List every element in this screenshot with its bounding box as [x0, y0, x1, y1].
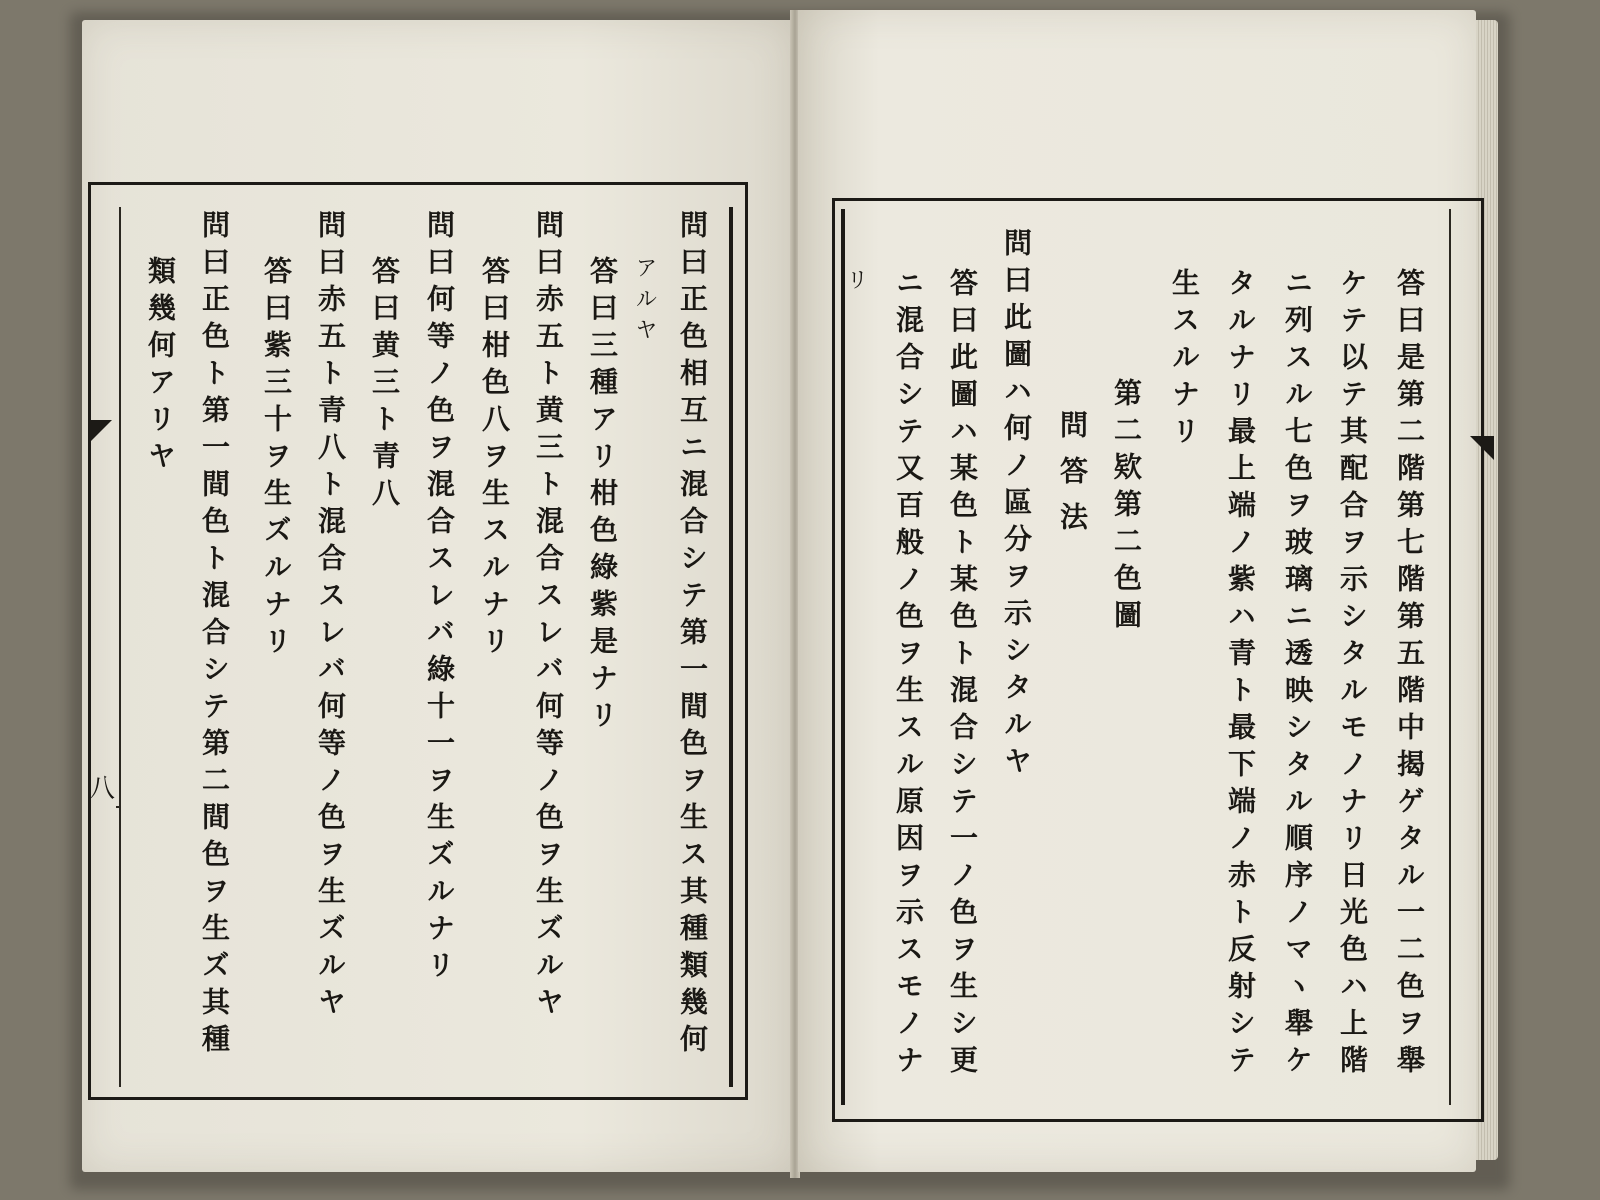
left-column-8: 問曰赤五ト青八ト混合スレバ何等ノ色ヲ生ズルヤ [314, 210, 347, 1024]
right-column-9: 答曰此圖ハ某色ト某色ト混合シテ一ノ色ヲ生シ更 [946, 268, 979, 1082]
right-column-5: 生スルナリ [1168, 268, 1201, 453]
right-column-1: 答曰是第二階第七階第五階中揭ゲタル一二色ヲ舉 [1393, 268, 1426, 1082]
left-column-7: 答曰黄三ト青八 [368, 256, 401, 515]
left-column-2: アルヤ [632, 256, 657, 349]
left-column-11: 類幾何アリヤ [144, 256, 177, 478]
right-page-frame [832, 198, 1484, 1122]
right-column-4: タルナリ最上端ノ紫ハ青ト最下端ノ赤ト反射シテ [1224, 268, 1257, 1082]
left-column-6: 問曰何等ノ色ヲ混合スレバ綠十一ヲ生ズルナリ [423, 210, 456, 987]
right-column-3: ニ列スル七色ヲ玻璃ニ透映シタル順序ノマヽ舉ケ [1281, 268, 1314, 1082]
section-heading: 第二欵第二色圖 [1110, 378, 1143, 637]
right-column-8: 問曰此圖ハ何ノ區分ヲ示シタルヤ [1000, 228, 1033, 783]
page-number-rule [116, 806, 120, 808]
left-column-4: 問曰赤五ト黄三ト混合スレバ何等ノ色ヲ生ズルヤ [532, 210, 565, 1024]
right-column-10: ニ混合シテ又百般ノ色ヲ生スル原因ヲ示スモノナ [892, 268, 925, 1082]
left-column-9: 答曰紫三十ヲ生ズルナリ [260, 256, 293, 663]
right-column-2: ケテ以テ其配合ヲ示シタルモノナリ日光色ハ上階 [1336, 268, 1369, 1082]
fold-mark-right-icon [1470, 436, 1494, 460]
left-column-1: 問曰正色相互ニ混合シテ第一間色ヲ生ス其種類幾何 [676, 210, 709, 1061]
subsection-heading: 問答法 [1056, 410, 1089, 548]
right-column-11: リ [843, 268, 868, 299]
left-column-5: 答曰柑色八ヲ生スルナリ [478, 256, 511, 663]
left-column-3: 答曰三種アリ柑色綠紫是ナリ [586, 256, 619, 737]
page-number: 八 [88, 774, 115, 804]
fold-mark-left-icon [88, 420, 112, 444]
left-column-10: 問曰正色ト第一間色ト混合シテ第二間色ヲ生ズ其種 [198, 210, 231, 1061]
